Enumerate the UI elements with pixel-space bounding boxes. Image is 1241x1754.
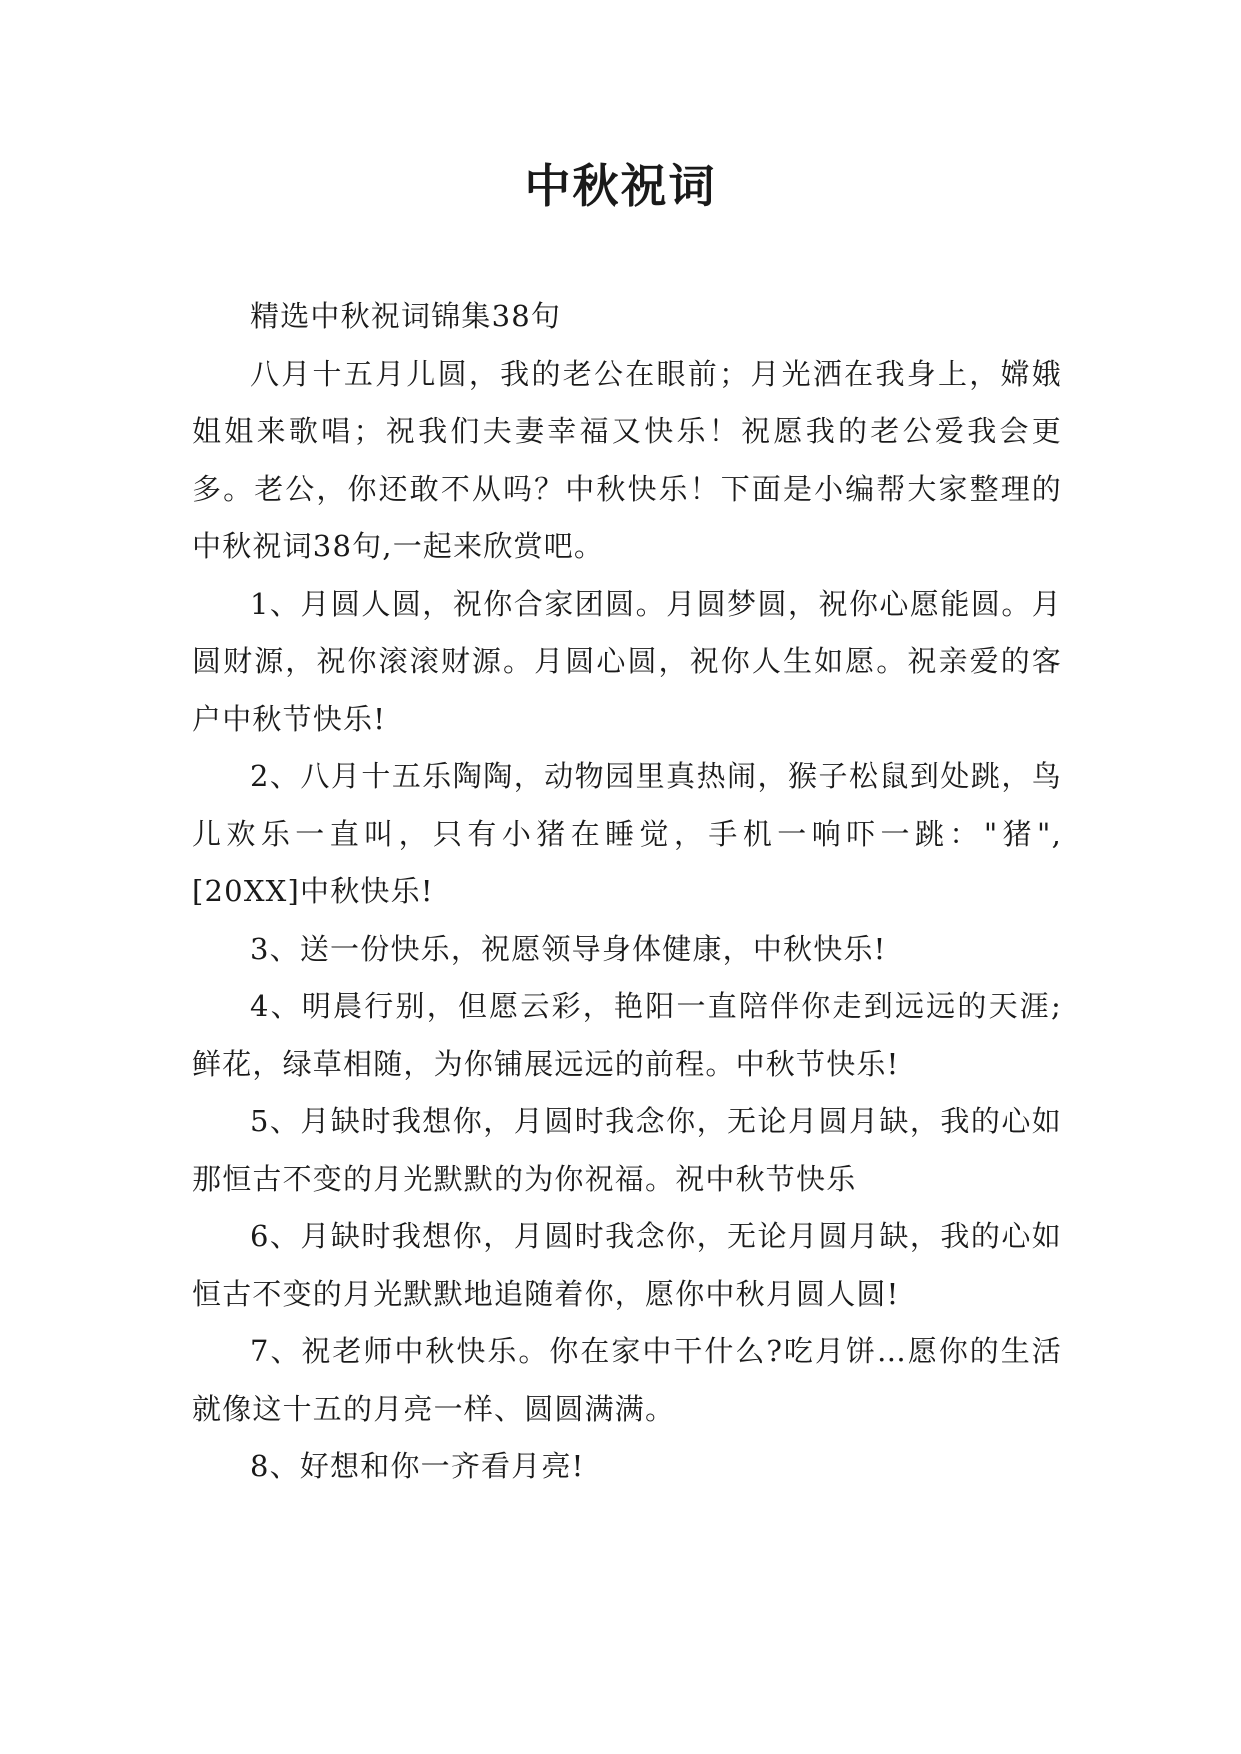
paragraph-item-5: 5、月缺时我想你，月圆时我念你，无论月圆月缺，我的心如那恒古不变的月光默默的为你祝福。祝中秋节快乐 — [192, 1104, 1062, 1196]
paragraph-item-1: 1、月圆人圆，祝你合家团圆。月圆梦圆，祝你心愿能圆。月圆财源，祝你滚滚财源。月圆心圆，祝你人生如愿。祝亲爱的客户中秋节快乐! — [192, 586, 1062, 736]
paragraph-item-8: 8、好想和你一齐看月亮! — [250, 1449, 585, 1483]
paragraph-intro: 八月十五月儿圆，我的老公在眼前；月光洒在我身上，嫦娥姐姐来歌唱；祝我们夫妻幸福又快乐！祝愿我的老公爱我会更多。老公，你还敢不从吗？中秋快乐！下面是小编帮大家整理的中秋祝词38句,一起来欣赏吧。 — [192, 356, 1062, 563]
paragraph-item-4: 4、明晨行别，但愿云彩，艳阳一直陪伴你走到远远的天涯;鲜花，绿草相随，为你铺展远远的前程。中秋节快乐! — [192, 989, 1062, 1081]
document-title: 中秋祝词 — [524, 159, 717, 213]
paragraph-item-3: 3、送一份快乐，祝愿领导身体健康，中秋快乐! — [250, 931, 887, 966]
paragraph-item-2: 2、八月十五乐陶陶，动物园里真热闹，猴子松鼠到处跳，鸟儿欢乐一直叫，只有小猪在睡觉，手机一响吓一跳："猪",[20XX]中秋快乐! — [192, 759, 1062, 908]
paragraph-item-7: 7、祝老师中秋快乐。你在家中干什么?吃月饼…愿你的生活就像这十五的月亮一样、圆圆满满。 — [192, 1334, 1062, 1426]
paragraph-item-6: 6、月缺时我想你，月圆时我念你，无论月圆月缺，我的心如恒古不变的月光默默地追随着你，愿你中秋月圆人圆! — [192, 1219, 1062, 1311]
paragraph-subtitle: 精选中秋祝词锦集38句 — [250, 299, 562, 333]
document-body — [192, 288, 1062, 1496]
